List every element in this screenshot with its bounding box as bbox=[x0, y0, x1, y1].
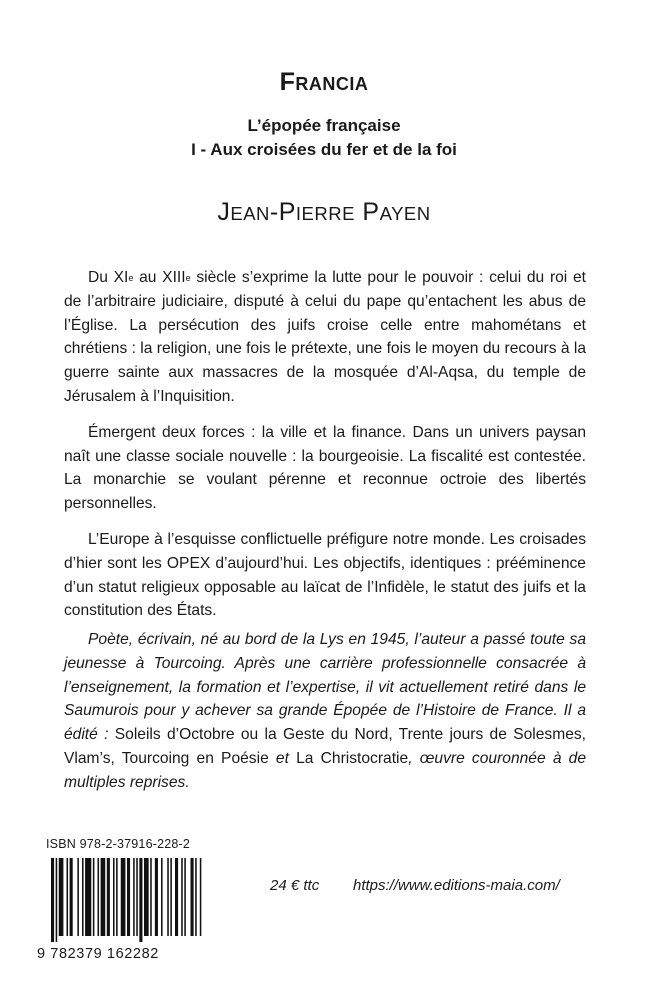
p1-part-a: Du XI bbox=[88, 269, 129, 286]
barcode-bar bbox=[195, 858, 197, 936]
barcode-bar bbox=[184, 858, 186, 936]
barcode-bar bbox=[113, 858, 115, 936]
isbn-label: ISBN 978-2-37916-228-2 bbox=[46, 837, 191, 851]
barcode-bar bbox=[82, 858, 84, 936]
book-title-rest: RANCIA bbox=[295, 74, 369, 94]
barcode-bar bbox=[139, 858, 142, 942]
bio-work-christocratie: La Christocratie bbox=[296, 749, 409, 767]
barcode-bar bbox=[98, 858, 100, 936]
barcode-bar bbox=[150, 858, 152, 936]
p1-part-b: au XIII bbox=[133, 269, 186, 286]
p1-sup-2: e bbox=[185, 273, 191, 283]
barcode-bar bbox=[144, 858, 149, 936]
bio-works-list: Soleils d’Octobre ou la Geste du Nord, Trente jours de Solesmes, Vlam’s, Tourcoing en Poésie bbox=[64, 726, 586, 767]
barcode-bar bbox=[136, 858, 138, 936]
barcode-bar bbox=[155, 858, 158, 936]
barcode-bar bbox=[161, 858, 163, 936]
author-rest-ierre: IERRE bbox=[295, 203, 355, 224]
barcode-bar bbox=[191, 858, 194, 936]
barcode-bar bbox=[70, 858, 73, 936]
barcode-bar bbox=[51, 858, 54, 942]
subtitle-series: L’épopée française bbox=[247, 116, 401, 135]
author-dash: - bbox=[269, 198, 279, 226]
barcode-bar bbox=[107, 858, 110, 936]
author-rest-ean: EAN bbox=[230, 203, 270, 224]
price: 24 € ttc bbox=[270, 877, 320, 894]
author-initial-p1: P bbox=[278, 198, 296, 226]
author-bio bbox=[64, 628, 586, 795]
book-title bbox=[0, 68, 648, 97]
barcode-bar bbox=[85, 858, 91, 936]
barcode-bar bbox=[93, 858, 95, 936]
barcode-bar bbox=[200, 858, 202, 936]
bio-part-c: et bbox=[268, 749, 297, 767]
barcode-bar bbox=[170, 858, 172, 936]
publisher-url[interactable]: https://www.editions-maia.com/ bbox=[353, 877, 560, 894]
blurb-paragraph-1 bbox=[64, 266, 586, 409]
author-name bbox=[0, 198, 648, 227]
author-initial-j: J bbox=[217, 198, 231, 226]
barcode-bar bbox=[101, 858, 106, 936]
blurb-paragraph-2: Émergent deux forces : la ville et la finance. Dans un univers paysan naît une classe sociale nouvelle : la bourgeoisie. La fiscalité est contestée. La monarchie se voulant pérenne et reconnue octroie des libertés personnelles. bbox=[64, 423, 586, 513]
barcode-bar bbox=[56, 858, 58, 942]
barcode-bar bbox=[121, 858, 126, 936]
barcode-bar bbox=[167, 858, 169, 936]
barcode-bar bbox=[181, 858, 183, 936]
p1-sup-1: e bbox=[128, 273, 134, 283]
barcode-bar bbox=[175, 858, 178, 936]
barcode-bar bbox=[67, 858, 69, 936]
subtitle-volume: I - Aux croisées du fer et de la foi bbox=[191, 140, 457, 159]
barcode-digits: 9 782379 162282 bbox=[37, 946, 159, 962]
barcode-bar bbox=[116, 858, 118, 936]
barcode-bar bbox=[59, 858, 64, 936]
barcode-bar bbox=[77, 858, 79, 936]
blurb-paragraph-3: L’Europe à l’esquisse conflictuelle préfigure notre monde. Les croisades d’hier sont les OPEX d’aujourd’hui. Les objectifs, identiques : prééminence d’un statut religieux opposable au laïcat de l’Infidèle, le statut des juifs et la constitution des États. bbox=[64, 530, 586, 620]
barcode-bar bbox=[133, 858, 135, 936]
bio-part-e: , œuvre couronnée à de multiples reprises. bbox=[64, 749, 587, 791]
author-initial-p2: P bbox=[362, 198, 380, 226]
barcode-bar bbox=[127, 858, 130, 936]
author-rest-ayen: AYEN bbox=[379, 203, 431, 224]
p1-part-c: siècle s’exprime la lutte pour le pouvoir : celui du roi et de l’arbitraire judiciaire, disputé à celui du pape qu’entachent les abus de l’Église. La persécution des juifs croise celle entre mahométans et chrétiens : la religion, une fois le prétexte, une fois le moyen du recours à la guerre sainte aux massacres de la mosquée d’Al-Aqsa, du temple de Jérusalem à l’Inquisition. bbox=[64, 269, 586, 405]
book-title-initial: F bbox=[279, 68, 296, 96]
barcode-bars bbox=[45, 858, 205, 942]
blurb bbox=[64, 266, 586, 623]
bio-part-a: Poète, écrivain, né au bord de la Lys en 1945, l’auteur a passé toute sa jeunesse à Tourcoing. Après une carrière professionnelle consacrée à l’enseignement, la formation et l’expertise, il vit actuellement retiré dans le Saumurois pour y achever sa grande Épopée de l’Histoire de France. Il a édité : bbox=[64, 631, 586, 744]
